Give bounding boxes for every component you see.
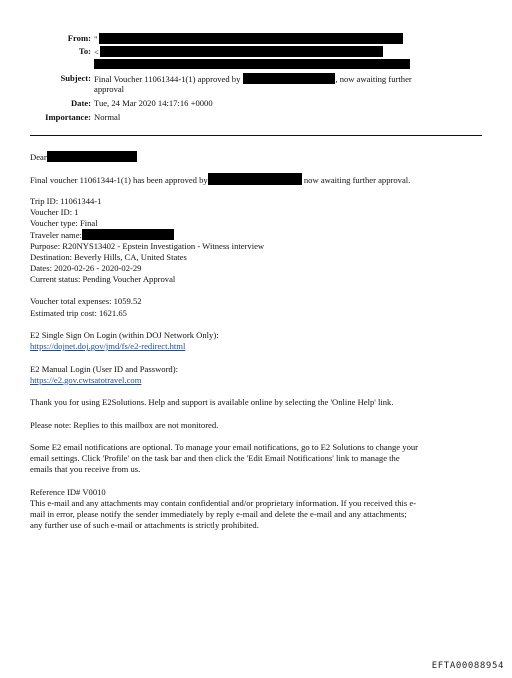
manual-login-section: [30, 364, 490, 386]
manual-login-link[interactable]: https://e2.gov.cwtsatotravel.com: [30, 374, 142, 385]
sso-label: E2 Single Sign On Login (within DOJ Network Only):: [30, 330, 219, 340]
traveler-name: [30, 229, 490, 240]
disclaimer-line-1: This e-mail and any attachments may contain confidential and/or proprietary information. If you received this e-: [30, 497, 417, 508]
subject-line-2: approval: [94, 84, 125, 94]
approval-text-before: Final voucher 11061344-1(1) has been approved by: [30, 175, 208, 186]
destination: Destination: Beverly Hills, CA, United States: [30, 251, 187, 262]
subject-label: Subject:: [60, 73, 91, 83]
sso-login-section: [30, 330, 490, 352]
redaction-bar: [82, 229, 174, 240]
redaction-bar: [100, 46, 383, 57]
purpose: Purpose: R20NYS13402 - Epstein Investigation - Witness interview: [30, 240, 265, 251]
notifications-line-1: Some E2 email notifications are optional. To manage your email notifications, go to E2 Solutions to change your: [30, 441, 419, 452]
redaction-bar: [243, 73, 335, 84]
sso-link[interactable]: https://dojnet.doj.gov/jmd/fs/e2-redirect.html: [30, 341, 186, 352]
manual-label: E2 Manual Login (User ID and Password):: [30, 363, 178, 374]
disclaimer-line-3: any further use of such e-mail or attachments is strictly prohibited.: [30, 520, 259, 531]
importance-label: Importance:: [45, 112, 91, 122]
to-prefix: <: [94, 47, 99, 57]
notifications-line-3: emails that you receive from us.: [30, 464, 141, 475]
subject-value: [94, 73, 412, 84]
current-status: Current status: Pending Voucher Approval: [30, 274, 176, 285]
trip-details: [30, 196, 490, 286]
document-id: EFTA00088954: [431, 661, 504, 671]
notifications-line-2: email settings. Click 'Profile' on the task bar and then click the 'Edit Email Notifications' link to manage the: [30, 453, 400, 464]
redaction-bar: [47, 151, 137, 162]
trip-id: Trip ID: 11061344-1: [30, 195, 102, 206]
voucher-total: Voucher total expenses: 1059.52: [30, 296, 142, 307]
from-label: From:: [67, 33, 91, 43]
reference-id: Reference ID# V0010: [30, 486, 106, 497]
subject-text-after: , now awaiting further: [335, 74, 412, 84]
message-body: [30, 151, 490, 531]
redaction-bar: [208, 173, 302, 185]
estimated-cost: Estimated trip cost: 1621.65: [30, 307, 127, 318]
traveler-label: Traveler name:: [30, 230, 82, 241]
voucher-id: Voucher ID: 1: [30, 206, 79, 217]
disclaimer-block: [30, 487, 490, 532]
date-value: Tue, 24 Mar 2020 14:17:16 +0000: [94, 98, 213, 108]
no-reply-note: Please note: Replies to this mailbox are not monitored.: [30, 419, 219, 430]
greeting-line: [30, 151, 490, 162]
dates: Dates: 2020-02-26 - 2020-02-29: [30, 262, 142, 273]
to-label: To:: [78, 46, 91, 56]
header-divider: [30, 135, 482, 136]
to-value: [94, 46, 383, 57]
approval-line: [30, 173, 490, 184]
from-value: [94, 33, 403, 44]
to-value-continued: [94, 59, 410, 69]
voucher-type: Voucher type: Final: [30, 218, 98, 229]
from-prefix: ": [94, 34, 98, 44]
greeting: Dear: [30, 152, 47, 162]
thanks-text: Thank you for using E2Solutions. Help and support is available online by selecting the 'Online Help' link.: [30, 397, 394, 408]
date-label: Date:: [70, 98, 91, 108]
disclaimer-line-2: mail in error, please notify the sender immediately by reply e-mail and delete the e-mail and any attachments;: [30, 509, 407, 519]
approval-text-after: now awaiting further approval.: [303, 175, 411, 186]
importance-value: Normal: [94, 112, 121, 122]
notifications-text: [30, 442, 490, 476]
redaction-bar: [99, 33, 403, 44]
cost-summary: [30, 296, 490, 318]
subject-text-before: Final Voucher 11061344-1(1) approved by: [94, 74, 241, 84]
redaction-bar: [94, 59, 410, 69]
